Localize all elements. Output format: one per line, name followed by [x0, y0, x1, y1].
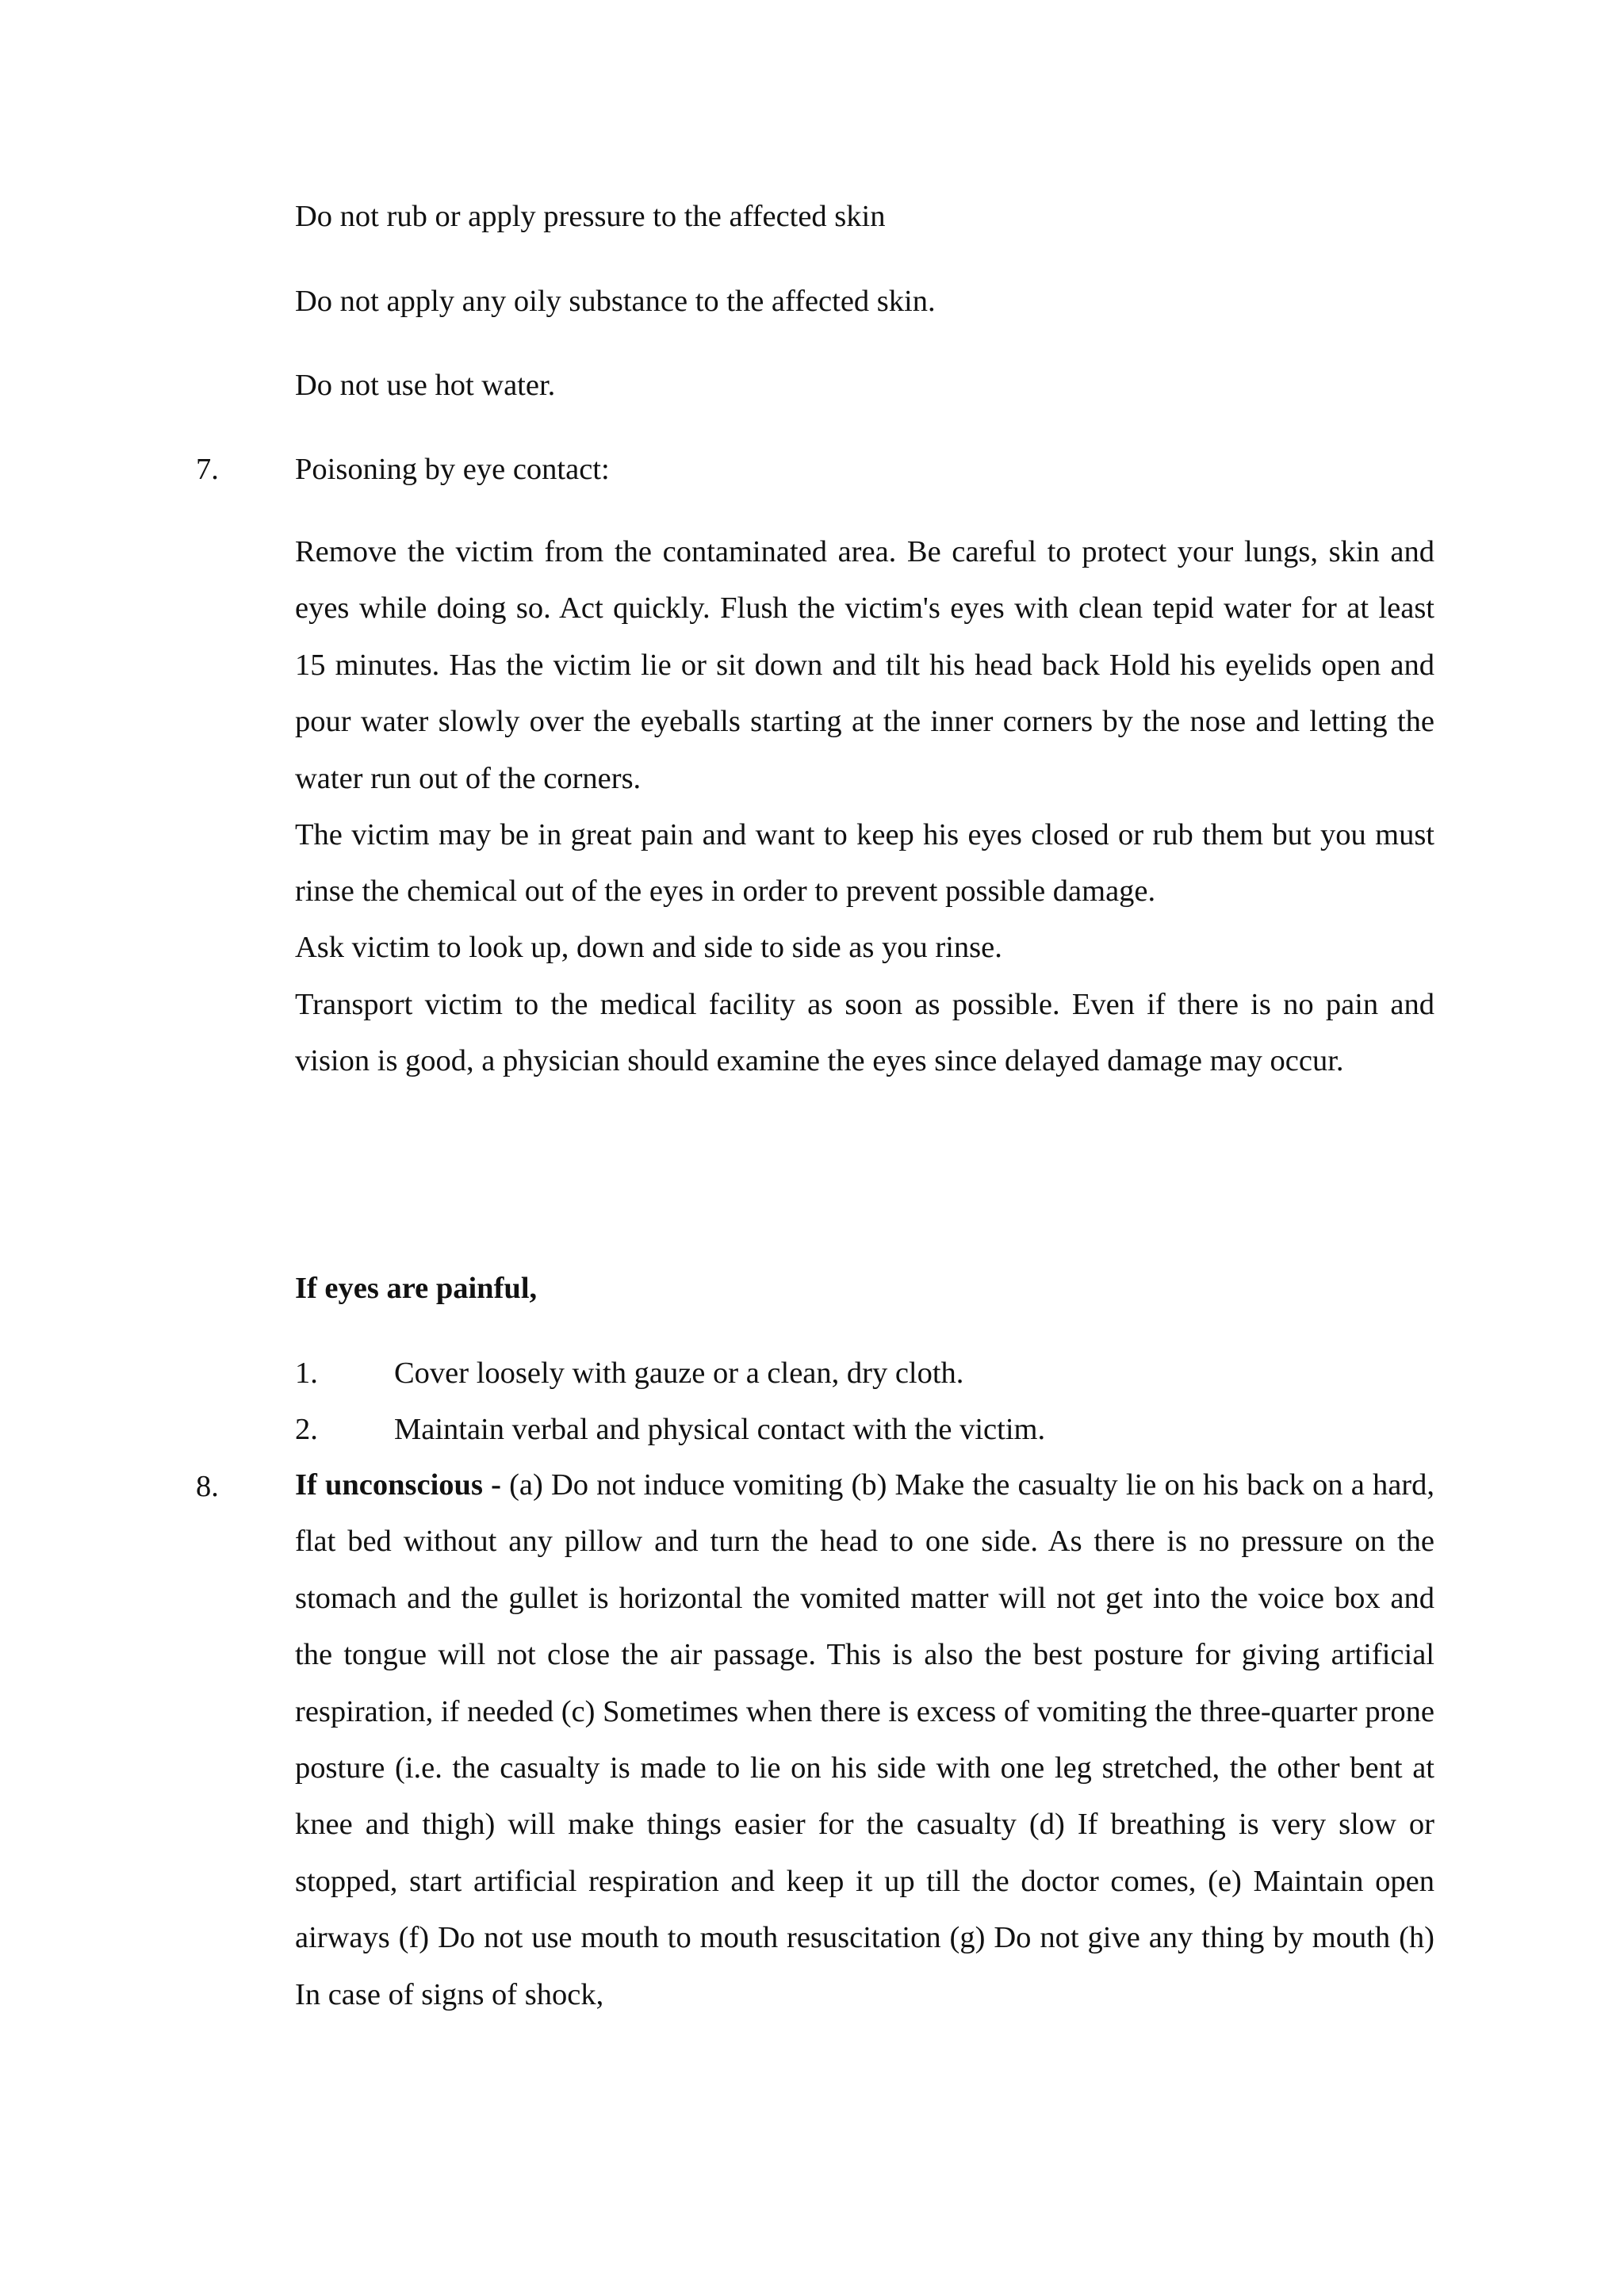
list-item: Maintain verbal and physical contact with the victim. — [394, 1413, 1046, 1446]
instruction-line: Do not apply any oily substance to the affected skin. — [295, 285, 936, 318]
lead-text: If unconscious - — [295, 1468, 501, 1502]
instruction-line: Do not rub or apply pressure to the affected skin — [295, 200, 886, 233]
instruction-line: Do not use hot water. — [295, 369, 556, 402]
subheading: If eyes are painful, — [295, 1272, 538, 1305]
item-number: 7. — [196, 453, 219, 486]
list-number: 1. — [295, 1357, 318, 1390]
paragraph: The victim may be in great pain and want to keep his eyes closed or rub them but you must rinse the chemical out of the eyes in order to prevent possible damage. — [295, 818, 1434, 909]
section-heading: Poisoning by eye contact: — [295, 453, 610, 486]
paragraph: Remove the victim from the contaminated area. Be careful to protect your lungs, skin and eyes while doing so. Act quickly. Flush the victim's eyes with clean tepid water for at least 15 minutes. Has the victim lie or sit down and tilt his head back Hold his eyelids open and pour water slowly over the eyeballs starting at the inner corners by the nose and letting the water run out of the corners. — [295, 535, 1434, 795]
body-text: (a) Do not induce vomiting (b) Make the casualty lie on his back on a hard, flat bed without any pillow and turn the head to one side. As there is no pressure on the stomach and the gullet is horizontal the vomited matter will not get into the voice box and the tongue will not close the air passage. This is also the best posture for giving artificial respiration, if needed (c) Sometimes when there is excess of vomiting the three-quarter prone posture (i.e. the casualty is made to lie on his side with one leg stretched, the other bent at knee and thigh) will make things easier for the casualty (d) If breathing is very slow or stopped, start artificial respiration and keep it up till the doctor comes, (e) Maintain open airways (f) Do not use mouth to mouth resuscitation (g) Do not give any thing by mouth (h) In case of signs of shock, — [295, 1468, 1434, 2011]
item-number: 8. — [196, 1470, 219, 1503]
list-item: Cover loosely with gauze or a clean, dry cloth. — [394, 1357, 964, 1390]
list-number: 2. — [295, 1413, 318, 1446]
paragraph: Ask victim to look up, down and side to side as you rinse. — [295, 931, 1002, 964]
paragraph: Transport victim to the medical facility as soon as possible. Even if there is no pain and vision is good, a physician should examine the eyes since delayed damage may occur. — [295, 988, 1434, 1078]
paragraph — [295, 1457, 1434, 2023]
